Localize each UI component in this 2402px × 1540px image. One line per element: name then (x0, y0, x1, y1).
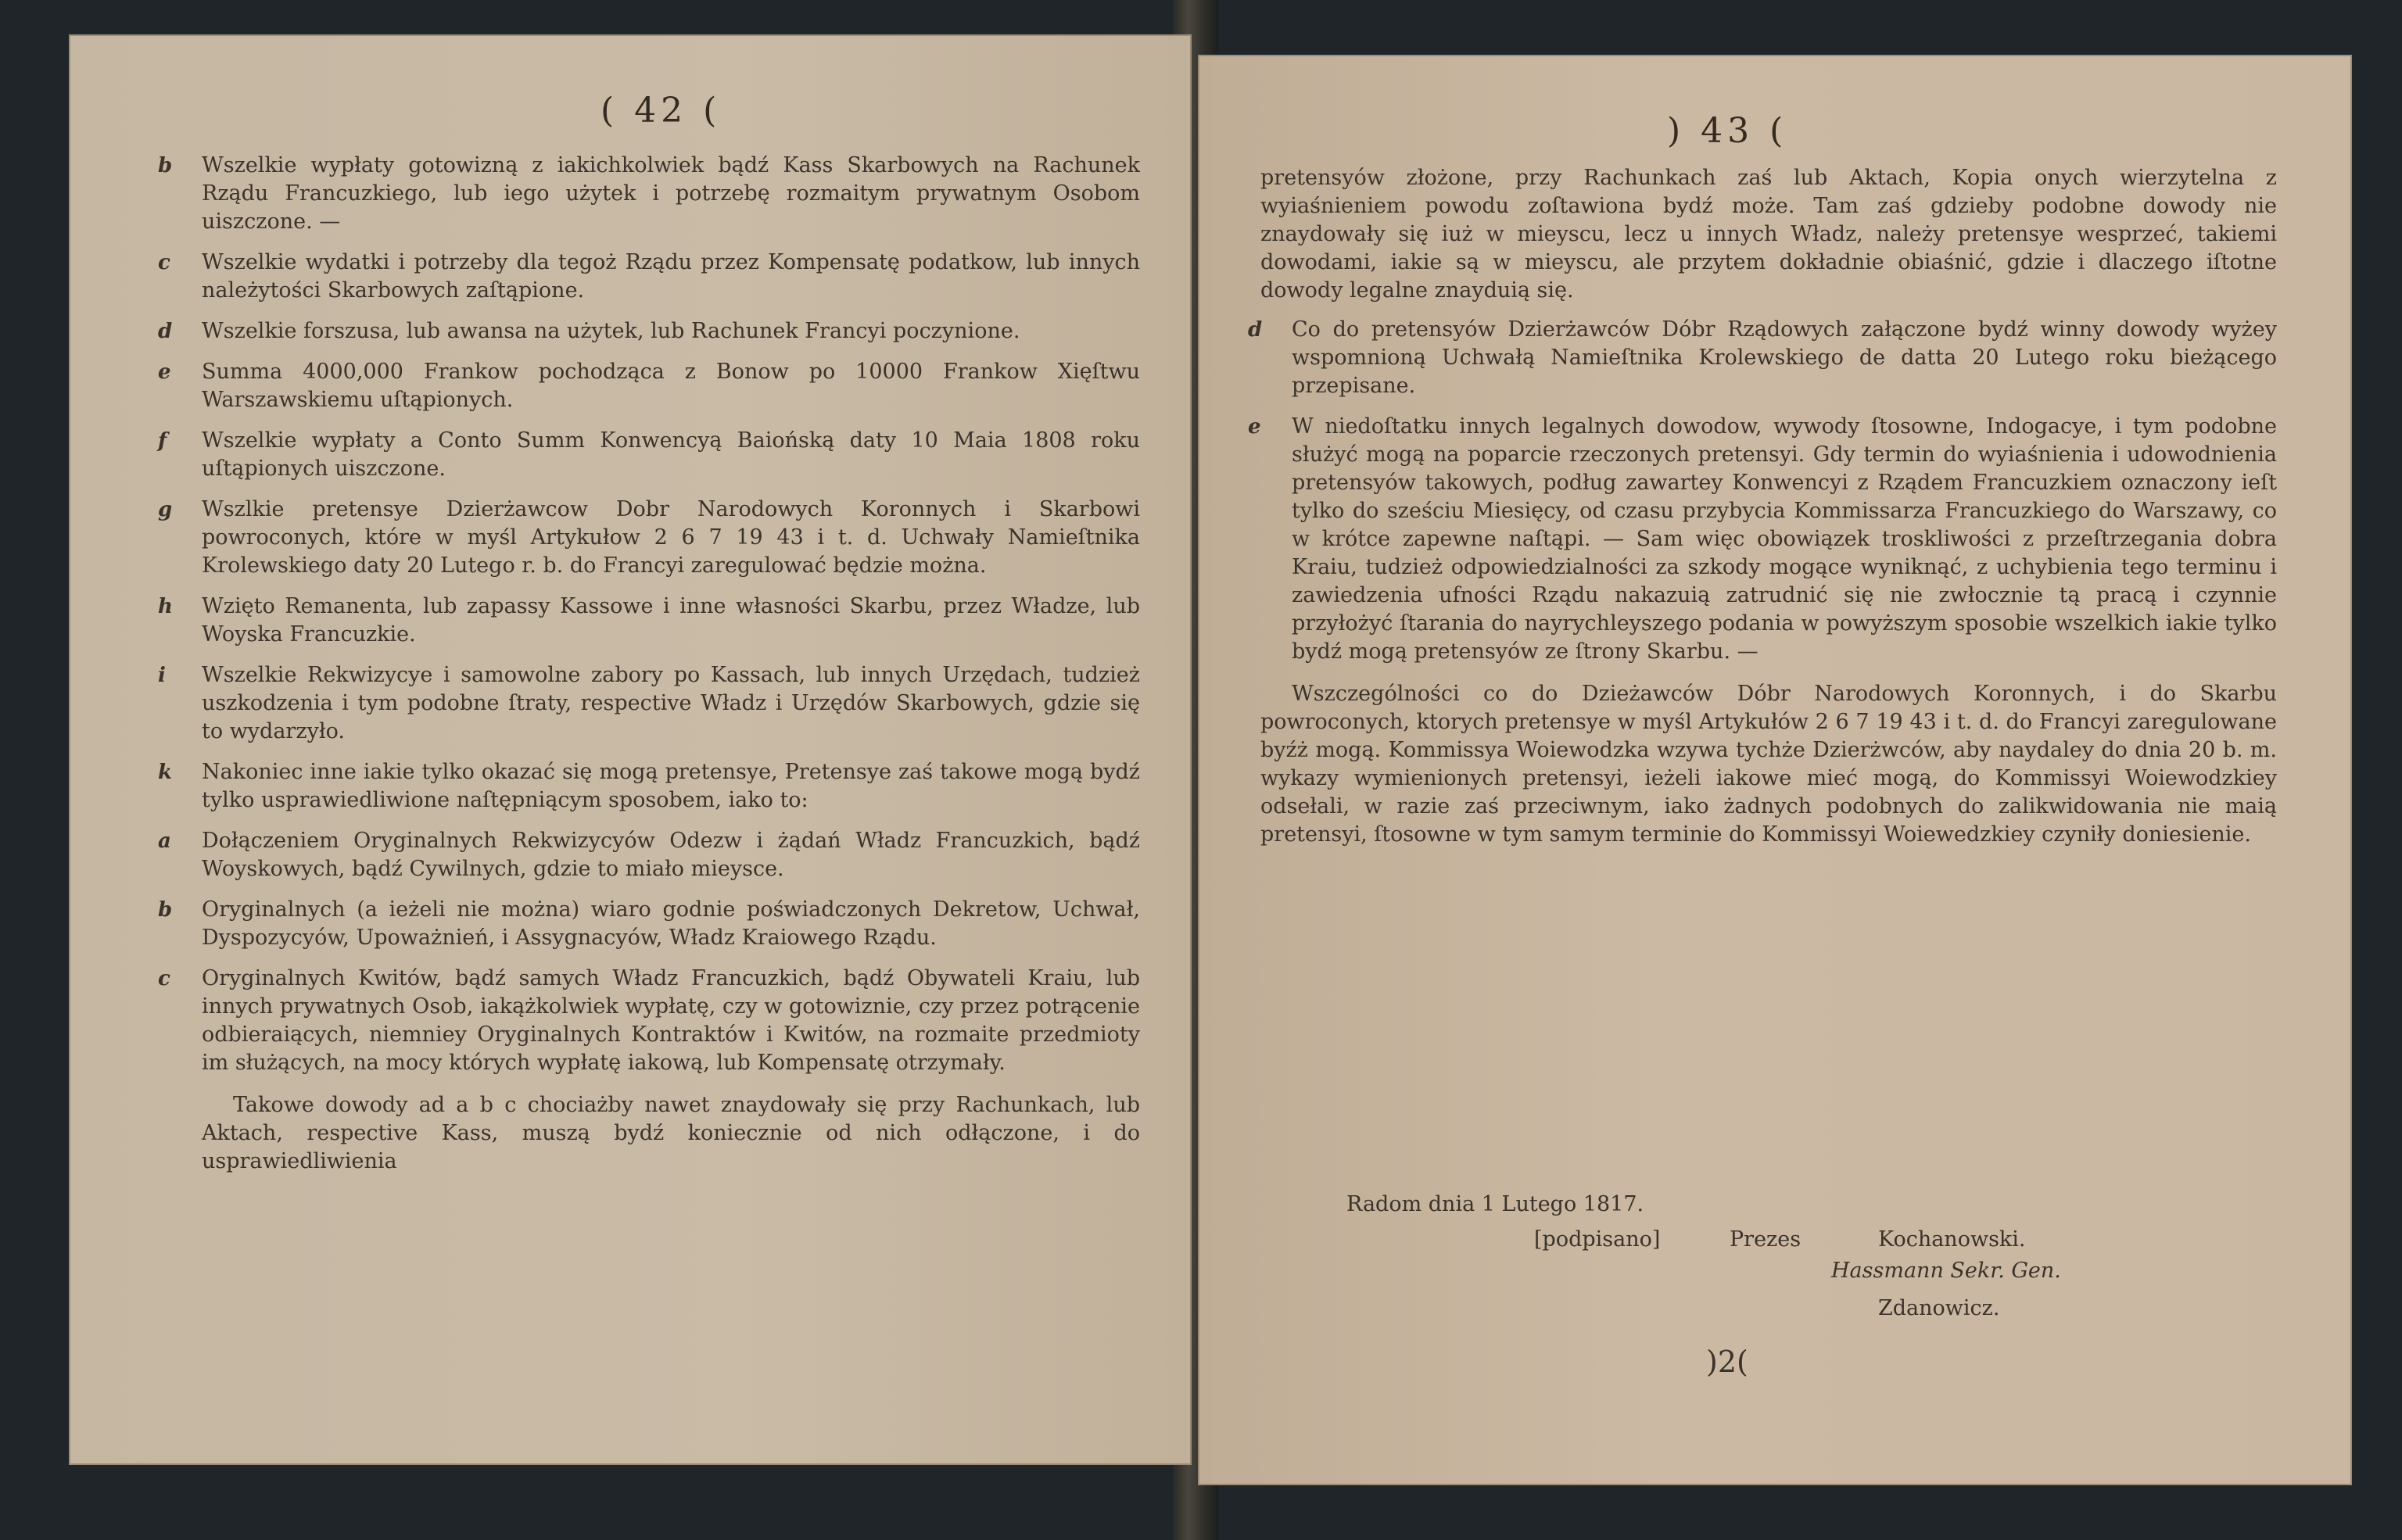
left-entries (158, 152, 1140, 1176)
entry (158, 317, 1140, 346)
entry-marker: c (158, 967, 170, 990)
entry-marker: e (1248, 415, 1261, 439)
entry-text: Wzięto Remanenta, lub zapassy Kassowe i inne własności Skarbu, przez Władze, lub Woyska Francuzkie. (202, 594, 1140, 646)
entry-marker: h (158, 595, 173, 618)
entry-text: Wszlkie pretensye Dzierżawcow Dobr Narodowych Koronnych i Skarbowi powroconych, które w myśl Artykułow 2 6 7 19 43 i t. d. Uchwały Namieſtnika Krolewskiego daty 20 Lutego r. b. do Francyi zaregulować będzie można. (202, 497, 1140, 578)
left-closing: Takowe dowody ad a b c chociażby nawet znaydowały się przy Rachunkach, lub Aktach, respective Kass, muszą bydź koniecznie od nich odłączone, i do usprawiedliwienia (202, 1093, 1140, 1173)
entry-text: Dołączeniem Oryginalnych Rekwizycyów Odezw i żądań Władz Francuzkich, bądź Woyskowych, bądź Cywilnych, gdzie to miało mieysce. (202, 829, 1140, 881)
entry-text: Summa 4000,000 Frankow pochodząca z Bonow po 10000 Frankow Xięſtwu Warszawskiemu uſtąpionych. (202, 360, 1140, 412)
entry (1248, 413, 2277, 666)
right-entries (1248, 316, 2277, 666)
entry-text: Wszelkie forszusa, lub awansa na użytek, lub Rachunek Francyi poczynione. (202, 319, 1020, 343)
entry (158, 758, 1140, 815)
entry (1248, 316, 2277, 400)
signed-label: [podpisano] (1534, 1227, 1661, 1252)
right-page (1198, 55, 2352, 1485)
entry (158, 427, 1140, 483)
entry-marker: b (158, 898, 173, 922)
entry (158, 152, 1140, 236)
entry (158, 827, 1140, 883)
entry-marker: g (158, 498, 173, 521)
entry-marker: e (158, 360, 171, 384)
footer-mark: )2( (1706, 1345, 1748, 1379)
entry (158, 496, 1140, 580)
entry-text: Wszelkie Rekwizycye i samowolne zabory po Kassach, lub innych Urzędach, tudzież uszkodzenia i tym podobne ſtraty, respective Władz i Urzędów Skarbowych, gdzie się to wydarzyło. (202, 663, 1140, 743)
entry-text: Wszelkie wydatki i potrzeby dla tegoż Rządu przez Kompensatę podatkow, lub innych należytości Skarbowych zaſtąpione. (202, 250, 1140, 303)
entry (158, 965, 1140, 1077)
entry-text: Wszelkie wypłaty gotowizną z iakichkolwiek bądź Kass Skarbowych na Rachunek Rządu Francuzkiego, lub iego użytek i potrzebę rozmaitym prywatnym Osobom uiszczone. — (202, 153, 1140, 234)
entry (158, 249, 1140, 305)
entry-text: Nakoniec inne iakie tylko okazać się mogą pretensye, Pretensye zaś takowe mogą bydź tylko usprawiedliwione naſtępniącym sposobem, iako to: (202, 760, 1140, 812)
entry (158, 661, 1140, 746)
entry-text: Oryginalnych (a ieżeli nie można) wiaro godnie poświadczonych Dekretow, Uchwał, Dyspozycyów, Upoważnień, i Assygnacyów, Władz Kraiowego Rządu. (202, 897, 1140, 950)
entry-text: Wszelkie wypłaty a Conto Summ Konwencyą Baiońską daty 10 Maia 1808 roku uſtąpionych uiszczone. (202, 428, 1140, 481)
entry-marker: i (158, 664, 166, 687)
entry-text: Oryginalnych Kwitów, bądź samych Władz Francuzkich, bądź Obywateli Kraiu, lub innych prywatnych Osob, iakążkolwiek wypłatę, czy w gotowiznie, czy przez potrącenie odbieraiących, niemniey Oryginalnych Kontraktów i Kwitów, na rozmaite przedmioty im służących, na mocy których wypłatę iakową, lub Kompensatę otrzymały. (202, 966, 1140, 1075)
third-signature: Zdanowicz. (1878, 1296, 2000, 1320)
entry (158, 358, 1140, 414)
right-opening: pretensyów złożone, przy Rachunkach zaś lub Aktach, Kopia onych wierzytelna z wyiaśnieniem powodu zoſtawiona bydź może. Tam zaś gdzieby podobne dowody nie znaydowały się iuż w mieyscu, lecz u innych Władz, należy pretensye wesprzeć, takiemi dowodami, iakie są w mieyscu, ale przytem dokładnie obiaśnić, gdzie i dlaczego iſtotne dowody legalne znayduią się. (1260, 166, 2277, 303)
entry (158, 593, 1140, 649)
entry-marker: d (1248, 318, 1263, 342)
entry-marker: c (158, 251, 170, 274)
left-page (69, 34, 1192, 1465)
entry-text: Co do pretensyów Dzierżawców Dóbr Rządowych załączone bydź winny dowody wyżey wspomnioną Uchwałą Namieſtnika Krolewskiego de datta 20 Lutego roku bieżącego przepisane. (1292, 317, 2277, 398)
president-name: Kochanowski. (1878, 1227, 2026, 1252)
entry-text: W niedoſtatku innych legalnych dowodow, wywody ſtosowne, Indogacye, i tym podobne służyć mogą na poparcie rzeczonych pretensyi. Gdy termin do wyiaśnienia i udowodnienia pretensyów takowych, podług zawartey Konwencyi z Rządem Francuzkiem oznaczony ieſt tylko do sześciu Miesięcy, od czasu przybycia Kommissarza Francuzkiego do Warszawy, co w krótce zapewne naſtąpi. — Sam więc obowiązek troskliwości z przeſtrzegania dobra Kraiu, tudzież odpowiedzialności za szkody mogące wyniknąć, z uchybienia tego terminu i zawiedzenia ufności Rządu nakazuią zatrudnić się nie zwłocznie tą pracą i czynnie przyłożyć ſtarania do nayrychleyszego podania w powyższym sposobie wszelkich iakie tylko bydź mogą pretensyów ze ſtrony Skarbu. — (1292, 414, 2277, 664)
place-date: Radom dnia 1 Lutego 1817. (1346, 1192, 1644, 1216)
entry-marker: k (158, 761, 173, 784)
entry-marker: b (158, 154, 173, 177)
president-label: Prezes (1730, 1227, 1802, 1252)
secretary-signature: Hassmann Sekr. Gen. (1831, 1259, 2061, 1283)
entry-marker: f (158, 429, 167, 453)
page-number-42: ( 42 ( (600, 91, 722, 131)
right-text (1248, 164, 2277, 849)
page-number-43: ) 43 ( (1667, 111, 1788, 151)
entry-marker: d (158, 320, 173, 343)
entry (158, 896, 1140, 952)
right-paragraph: Wszczególności co do Dzieżawców Dóbr Narodowych Koronnych, i do Skarbu powroconych, ktorych pretensye w myśl Artykułów 2 6 7 19 43 i t. d. do Francyi zaregulowane byźż mogą. Kommissya Woiewodzka wzywa tychże Dzierżwców, aby naydaley do dnia 20 b. m. wykazy wymienionych pretensyi, ieżeli iakowe mieć mogą, do Kommissyi Woiewodzkiey odsełali, w razie zaś przeciwnym, iako żadnych podobnych do zalikwidowania nie maią pretensyi, ſtosowne w tym samym terminie do Kommissyi Woiewedzkiey czyniły doniesienie. (1260, 682, 2277, 847)
entry-marker: a (158, 829, 171, 853)
